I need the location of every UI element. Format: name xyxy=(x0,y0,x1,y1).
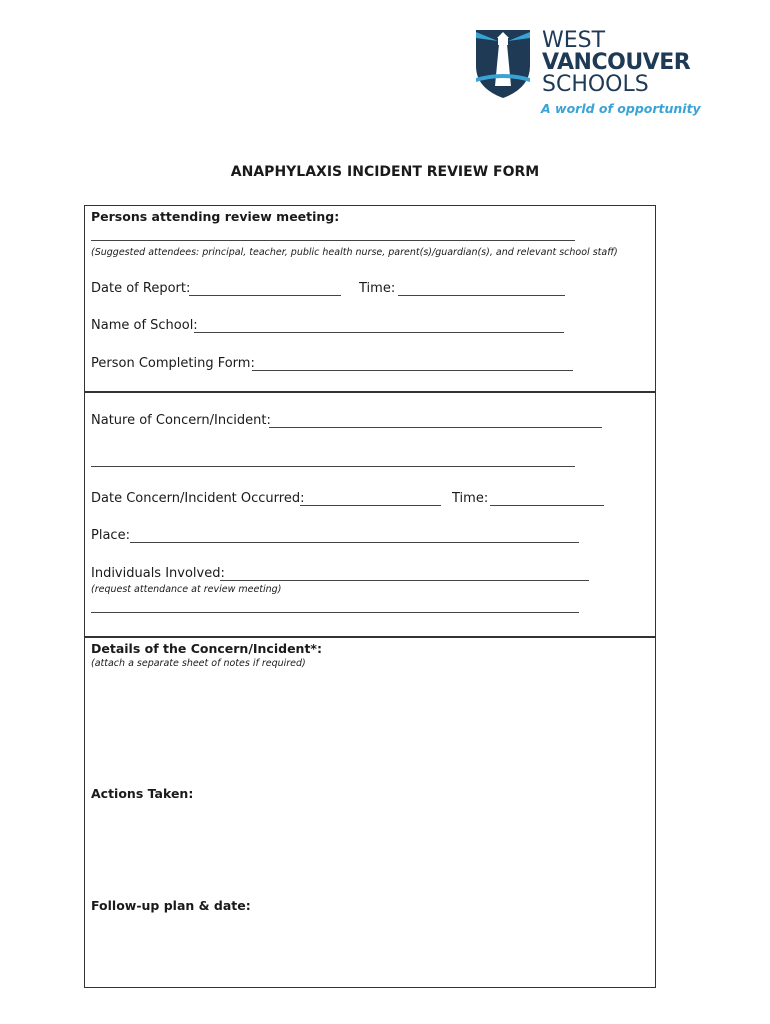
school-name-field[interactable] xyxy=(194,332,564,333)
person-completing-label: Person Completing Form: xyxy=(91,356,255,371)
person-completing-field[interactable] xyxy=(252,370,573,371)
nature-of-incident-field[interactable] xyxy=(269,427,602,428)
place-label: Place: xyxy=(91,528,130,543)
form-title: ANAPHYLAXIS INCIDENT REVIEW FORM xyxy=(230,164,540,180)
section-divider xyxy=(84,636,656,638)
logo-text-vancouver: VANCOUVER xyxy=(542,50,691,75)
individuals-involved-field-continued[interactable] xyxy=(91,612,579,613)
logo-text-schools: SCHOOLS xyxy=(542,72,649,97)
date-occurred-field[interactable] xyxy=(300,505,441,506)
date-occurred-label: Date Concern/Incident Occurred: xyxy=(91,491,305,506)
logo-text-west: WEST xyxy=(542,28,606,53)
actions-taken-label: Actions Taken: xyxy=(91,786,194,801)
report-time-label: Time: xyxy=(359,281,396,296)
lighthouse-shield-icon xyxy=(472,26,534,100)
individuals-involved-label: Individuals Involved: xyxy=(91,566,225,581)
school-name-label: Name of School: xyxy=(91,318,198,333)
incident-time-field[interactable] xyxy=(490,505,604,506)
report-time-field[interactable] xyxy=(398,295,565,296)
persons-attending-field[interactable] xyxy=(91,240,575,241)
school-logo xyxy=(472,26,701,122)
date-of-report-field[interactable] xyxy=(189,295,341,296)
date-of-report-label: Date of Report: xyxy=(91,281,191,296)
nature-of-incident-label: Nature of Concern/Incident: xyxy=(91,413,271,428)
logo-tagline: A world of opportunity xyxy=(541,101,701,116)
incident-time-label: Time: xyxy=(452,491,489,506)
nature-of-incident-field-continued[interactable] xyxy=(91,466,575,467)
attach-sheet-note: (attach a separate sheet of notes if required) xyxy=(91,658,306,669)
follow-up-plan-label: Follow-up plan & date: xyxy=(91,898,251,913)
details-label: Details of the Concern/Incident*: xyxy=(91,641,322,656)
individuals-involved-field[interactable] xyxy=(220,580,589,581)
persons-attending-label: Persons attending review meeting: xyxy=(91,209,340,224)
section-divider xyxy=(84,391,656,393)
place-field[interactable] xyxy=(130,542,579,543)
suggested-attendees-note: (Suggested attendees: principal, teacher, public health nurse, parent(s)/guardian(s), and relevant school staff) xyxy=(91,247,618,258)
request-attendance-note: (request attendance at review meeting) xyxy=(91,584,282,595)
